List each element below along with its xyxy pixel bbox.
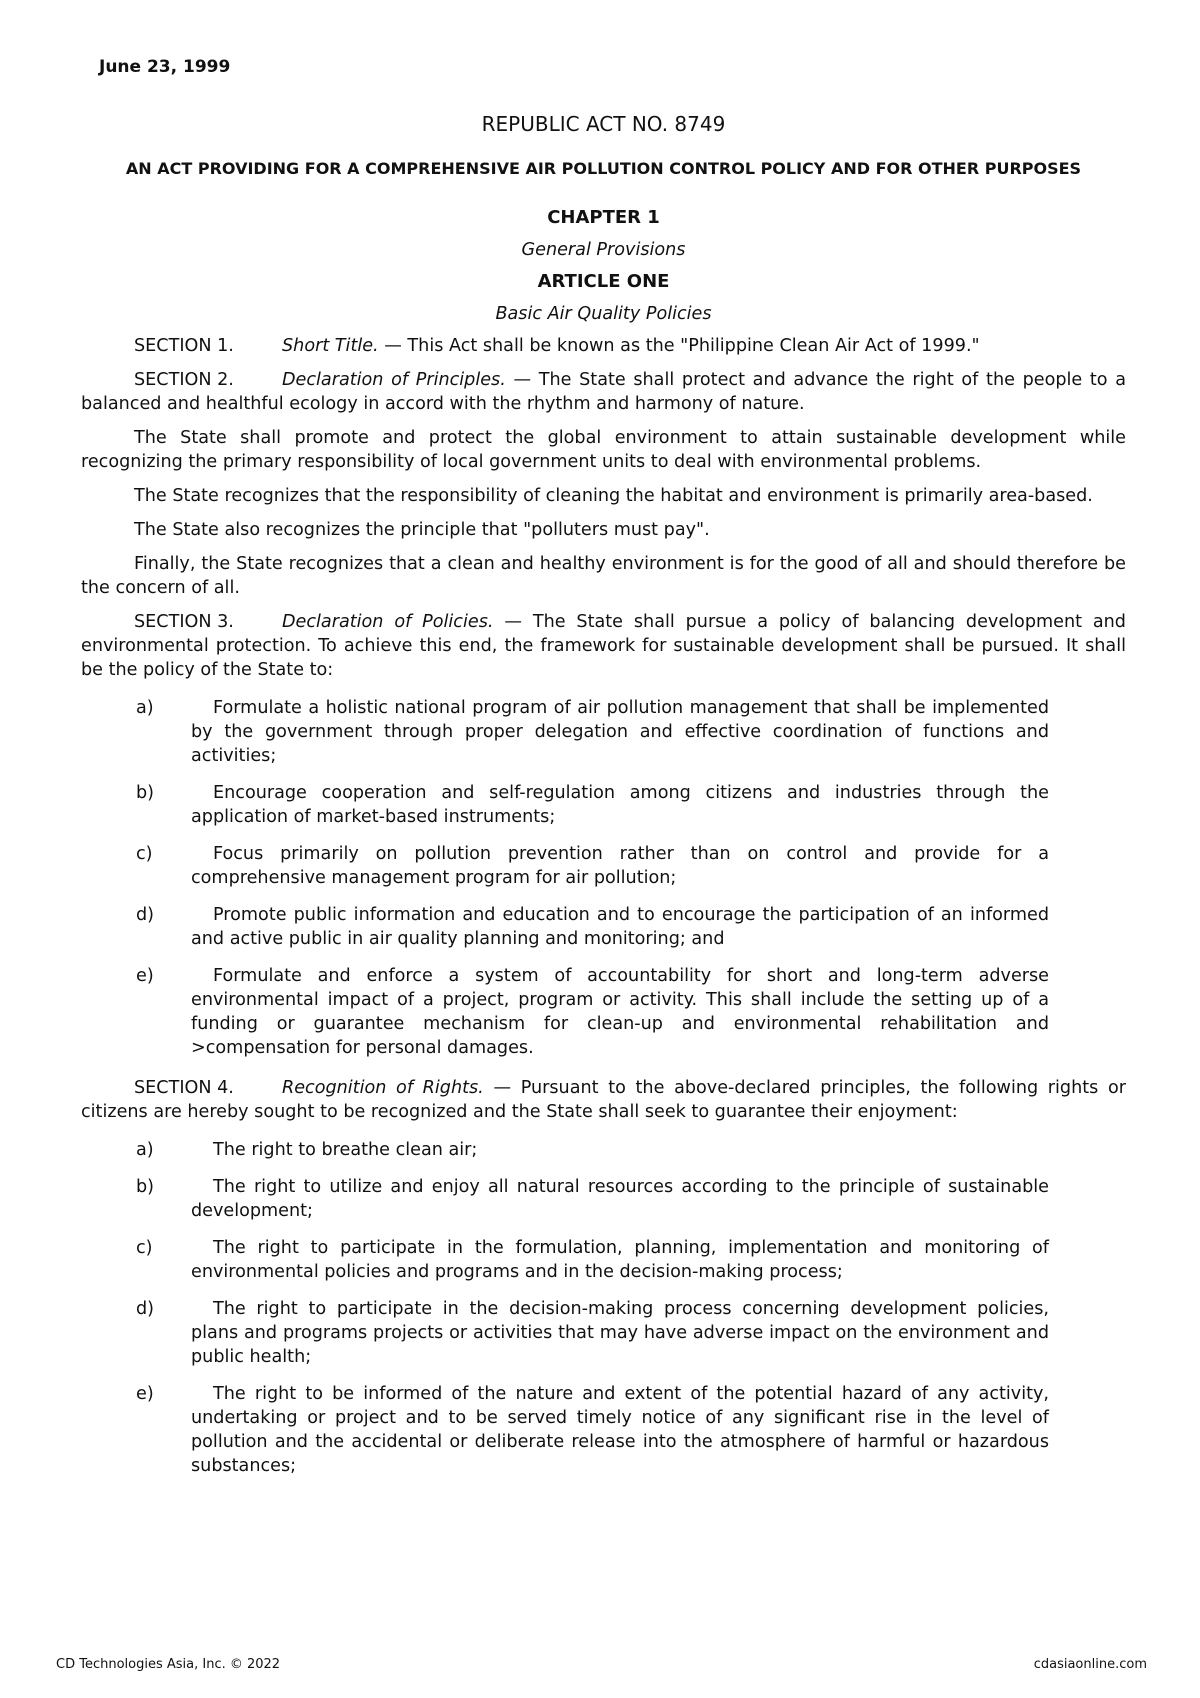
- list-item-text: Formulate and enforce a system of accountability for short and long-term adverse environmental impact of a project, program or activity. This shall include the setting up of a funding or guarantee mechanism for clean-up and environmental rehabilitation and >compensation for personal damages.: [191, 966, 1049, 1058]
- section-2-text: — The State shall protect and advance the right of the people to a balanced and healthful ecology in accord with the rhythm and harmony of nature.: [81, 370, 1126, 414]
- section-1-text: — This Act shall be known as the "Philippine Clean Air Act of 1999.": [378, 336, 980, 356]
- section-3-heading: Declaration of Policies.: [282, 612, 494, 632]
- list-item-text: The right to utilize and enjoy all natural resources according to the principle of sustainable development;: [191, 1177, 1049, 1221]
- section-2-paragraph: The State also recognizes the principle that "polluters must pay".: [134, 520, 710, 540]
- list-item-label: e): [136, 966, 154, 986]
- list-item: [81, 842, 1049, 890]
- article-heading: ARTICLE ONE: [537, 271, 670, 292]
- section-4-list: [81, 1138, 1126, 1478]
- list-item-text: Promote public information and education and to encourage the participation of an informed and active public in air quality planning and monitoring; and: [191, 905, 1049, 949]
- list-item: [81, 903, 1049, 951]
- list-item: [81, 1236, 1049, 1284]
- act-number: REPUBLIC ACT NO. 8749: [481, 112, 726, 136]
- list-item: [81, 1138, 1049, 1162]
- list-item-label: b): [136, 783, 155, 803]
- list-item-text: The right to be informed of the nature and extent of the potential hazard of any activity, undertaking or project and to be served timely notice of any significant rise in the level of pollution and the accidental or deliberate release into the atmosphere of harmful or hazardous substances;: [191, 1384, 1049, 1476]
- footer-copyright: CD Technologies Asia, Inc. © 2022: [56, 1657, 281, 1672]
- section-2-paragraph: The State recognizes that the responsibility of cleaning the habitat and environment is primarily area-based.: [134, 486, 1093, 506]
- list-item-text: Formulate a holistic national program of air pollution management that shall be implemented by the government through proper delegation and effective coordination of functions and activities;: [191, 698, 1049, 766]
- section-3-text: — The State shall pursue a policy of balancing development and environmental protection. To achieve this end, the framework for sustainable development shall be pursued. It shall be the policy of the State to:: [81, 612, 1126, 680]
- section-2: [81, 368, 1126, 416]
- list-item-label: d): [136, 1299, 155, 1319]
- list-item-text: The right to breathe clean air;: [213, 1140, 478, 1160]
- list-item-text: The right to participate in the decision-making process concerning development policies, plans and programs projects or activities that may have adverse impact on the environment and public health;: [191, 1299, 1049, 1367]
- list-item-label: a): [136, 1140, 154, 1160]
- list-item-label: b): [136, 1177, 155, 1197]
- list-item: [81, 1297, 1049, 1369]
- list-item: [81, 964, 1049, 1060]
- list-item: [81, 781, 1049, 829]
- document-body: [81, 112, 1126, 1494]
- list-item-label: c): [136, 844, 153, 864]
- list-item-text: Focus primarily on pollution prevention rather than on control and provide for a comprehensive management program for air pollution;: [191, 844, 1049, 888]
- section-3-list: [81, 696, 1126, 1060]
- section-4-heading: Recognition of Rights.: [282, 1078, 484, 1098]
- list-item-text: The right to participate in the formulation, planning, implementation and monitoring of environmental policies and programs and in the decision-making process;: [191, 1238, 1049, 1282]
- list-item-label: d): [136, 905, 155, 925]
- list-item-label: e): [136, 1384, 154, 1404]
- list-item: [81, 696, 1049, 768]
- list-item: [81, 1382, 1049, 1478]
- chapter-subtitle: General Provisions: [521, 240, 686, 260]
- section-4-label: SECTION 4.: [134, 1078, 234, 1098]
- section-1-heading: Short Title.: [282, 336, 379, 356]
- section-4-text: — Pursuant to the above-declared principles, the following rights or citizens are hereby sought to be recognized and the State shall seek to guarantee their enjoyment:: [81, 1078, 1126, 1122]
- article-subtitle: Basic Air Quality Policies: [495, 304, 712, 324]
- section-2-heading: Declaration of Principles.: [282, 370, 506, 390]
- list-item-label: c): [136, 1238, 153, 1258]
- section-2-paragraph: The State shall promote and protect the global environment to attain sustainable development while recognizing the primary responsibility of local government units to deal with environmental problems.: [81, 428, 1126, 472]
- act-title: AN ACT PROVIDING FOR A COMPREHENSIVE AIR POLLUTION CONTROL POLICY AND FOR OTHER PURPOSES: [125, 159, 1082, 178]
- document-date: June 23, 1999: [99, 57, 231, 77]
- list-item: [81, 1175, 1049, 1223]
- section-3-label: SECTION 3.: [134, 612, 234, 632]
- list-item-label: a): [136, 698, 154, 718]
- section-3: [81, 610, 1126, 682]
- section-1: [81, 334, 1126, 358]
- section-4: [81, 1076, 1126, 1124]
- list-item-text: Encourage cooperation and self-regulation among citizens and industries through the application of market-based instruments;: [191, 783, 1049, 827]
- chapter-heading: CHAPTER 1: [547, 207, 660, 228]
- section-1-label: SECTION 1.: [134, 336, 234, 356]
- section-2-label: SECTION 2.: [134, 370, 234, 390]
- section-2-paragraph: Finally, the State recognizes that a clean and healthy environment is for the good of all and should therefore be the concern of all.: [81, 554, 1126, 598]
- footer-website: cdasiaonline.com: [1033, 1657, 1147, 1672]
